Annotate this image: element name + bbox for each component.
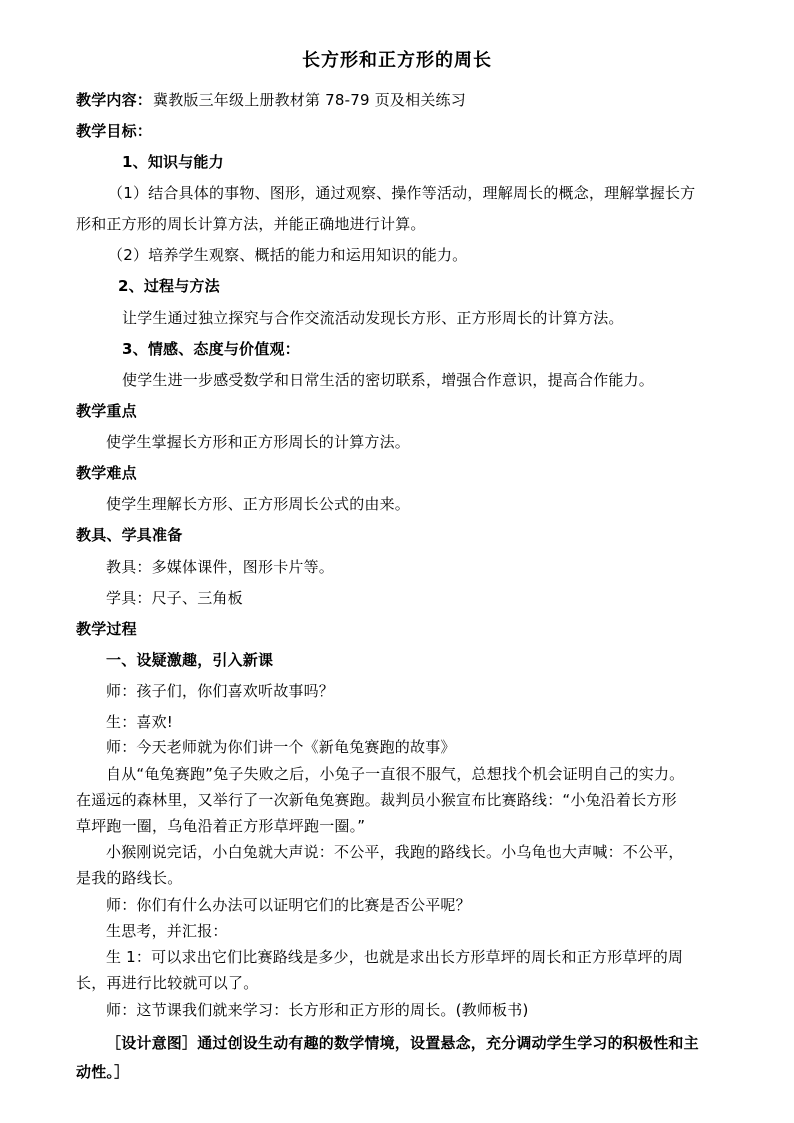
knowledge-item1-line2: 形和正方形的周长计算方法，并能正确地进行计算。 xyxy=(76,215,426,233)
story-line: 在遥远的森林里，又举行了一次新龟兔赛跑。裁判员小猴宣布比赛路线：“小兔沿着长方形 xyxy=(76,791,677,809)
key-point-heading: 教学重点 xyxy=(76,402,137,420)
knowledge-item1-line1: （1）结合具体的事物、图形，通过观察、操作等活动，理解周长的概念，理解掌握长方 xyxy=(108,184,696,202)
tools-student: 学具：尺子、三角板 xyxy=(106,589,243,607)
process-heading: 教学过程 xyxy=(76,620,137,638)
story-line: 是我的路线长。 xyxy=(76,869,183,887)
answer-line: 生 1：可以求出它们比赛路线是多少，也就是求出长方形草坪的周长和正方形草坪的周 xyxy=(106,948,684,966)
attitude-text: 使学生进一步感受数学和日常生活的密切联系，增强合作意识，提高合作能力。 xyxy=(122,371,655,389)
difficulty-text: 使学生理解长方形、正方形周长公式的由来。 xyxy=(106,495,411,513)
goals-heading: 教学目标： xyxy=(76,122,153,140)
content-label: 教学内容： xyxy=(76,91,153,109)
process-method-heading: 2、过程与方法 xyxy=(118,277,220,295)
dialogue-line: 师：孩子们，你们喜欢听故事吗？ xyxy=(106,682,335,700)
design-intent-line: 动性。］ xyxy=(76,1063,130,1081)
dialogue-line: 师：今天老师就为你们讲一个《新龟兔赛跑的故事》 xyxy=(106,738,456,756)
dialogue-line: 生：喜欢! xyxy=(106,713,174,731)
tools-heading: 教具、学具准备 xyxy=(76,526,183,544)
knowledge-item2: （2）培养学生观察、概括的能力和运用知识的能力。 xyxy=(108,246,468,264)
page-title: 长方形和正方形的周长 xyxy=(302,50,492,71)
answer-line: 长，再进行比较就可以了。 xyxy=(76,974,259,992)
design-intent-line: ［设计意图］通过创设生动有趣的数学情境，设置悬念，充分调动学生学习的积极性和主 xyxy=(106,1034,699,1052)
section1-heading: 一、设疑激趣，引入新课 xyxy=(106,651,274,669)
story-line: 草坪跑一圈，乌龟沿着正方形草坪跑一圈。” xyxy=(76,817,366,835)
tools-teacher: 教具：多媒体课件，图形卡片等。 xyxy=(106,558,335,576)
key-point-text: 使学生掌握长方形和正方形周长的计算方法。 xyxy=(106,433,411,451)
dialogue-line: 师：这节课我们就来学习：长方形和正方形的周长。(教师板书) xyxy=(106,1001,529,1019)
knowledge-heading: 1、知识与能力 xyxy=(122,153,224,171)
process-method-text: 让学生通过独立探究与合作交流活动发现长方形、正方形周长的计算方法。 xyxy=(122,309,624,327)
difficulty-heading: 教学难点 xyxy=(76,464,137,482)
story-line: 小猴刚说完话，小白兔就大声说：不公平，我跑的路线长。小乌龟也大声喊：不公平， xyxy=(106,843,684,861)
dialogue-line: 师：你们有什么办法可以证明它们的比赛是否公平呢？ xyxy=(106,896,471,914)
attitude-heading: 3、情感、态度与价值观： xyxy=(122,340,300,358)
content-text: 冀教版三年级上册教材第 78-79 页及相关练习 xyxy=(153,91,466,109)
story-line: 自从“龟兔赛跑”兔子失败之后，小兔子一直很不服气，总想找个机会证明自己的实力。 xyxy=(106,765,685,783)
dialogue-line: 生思考，并汇报： xyxy=(106,922,228,940)
